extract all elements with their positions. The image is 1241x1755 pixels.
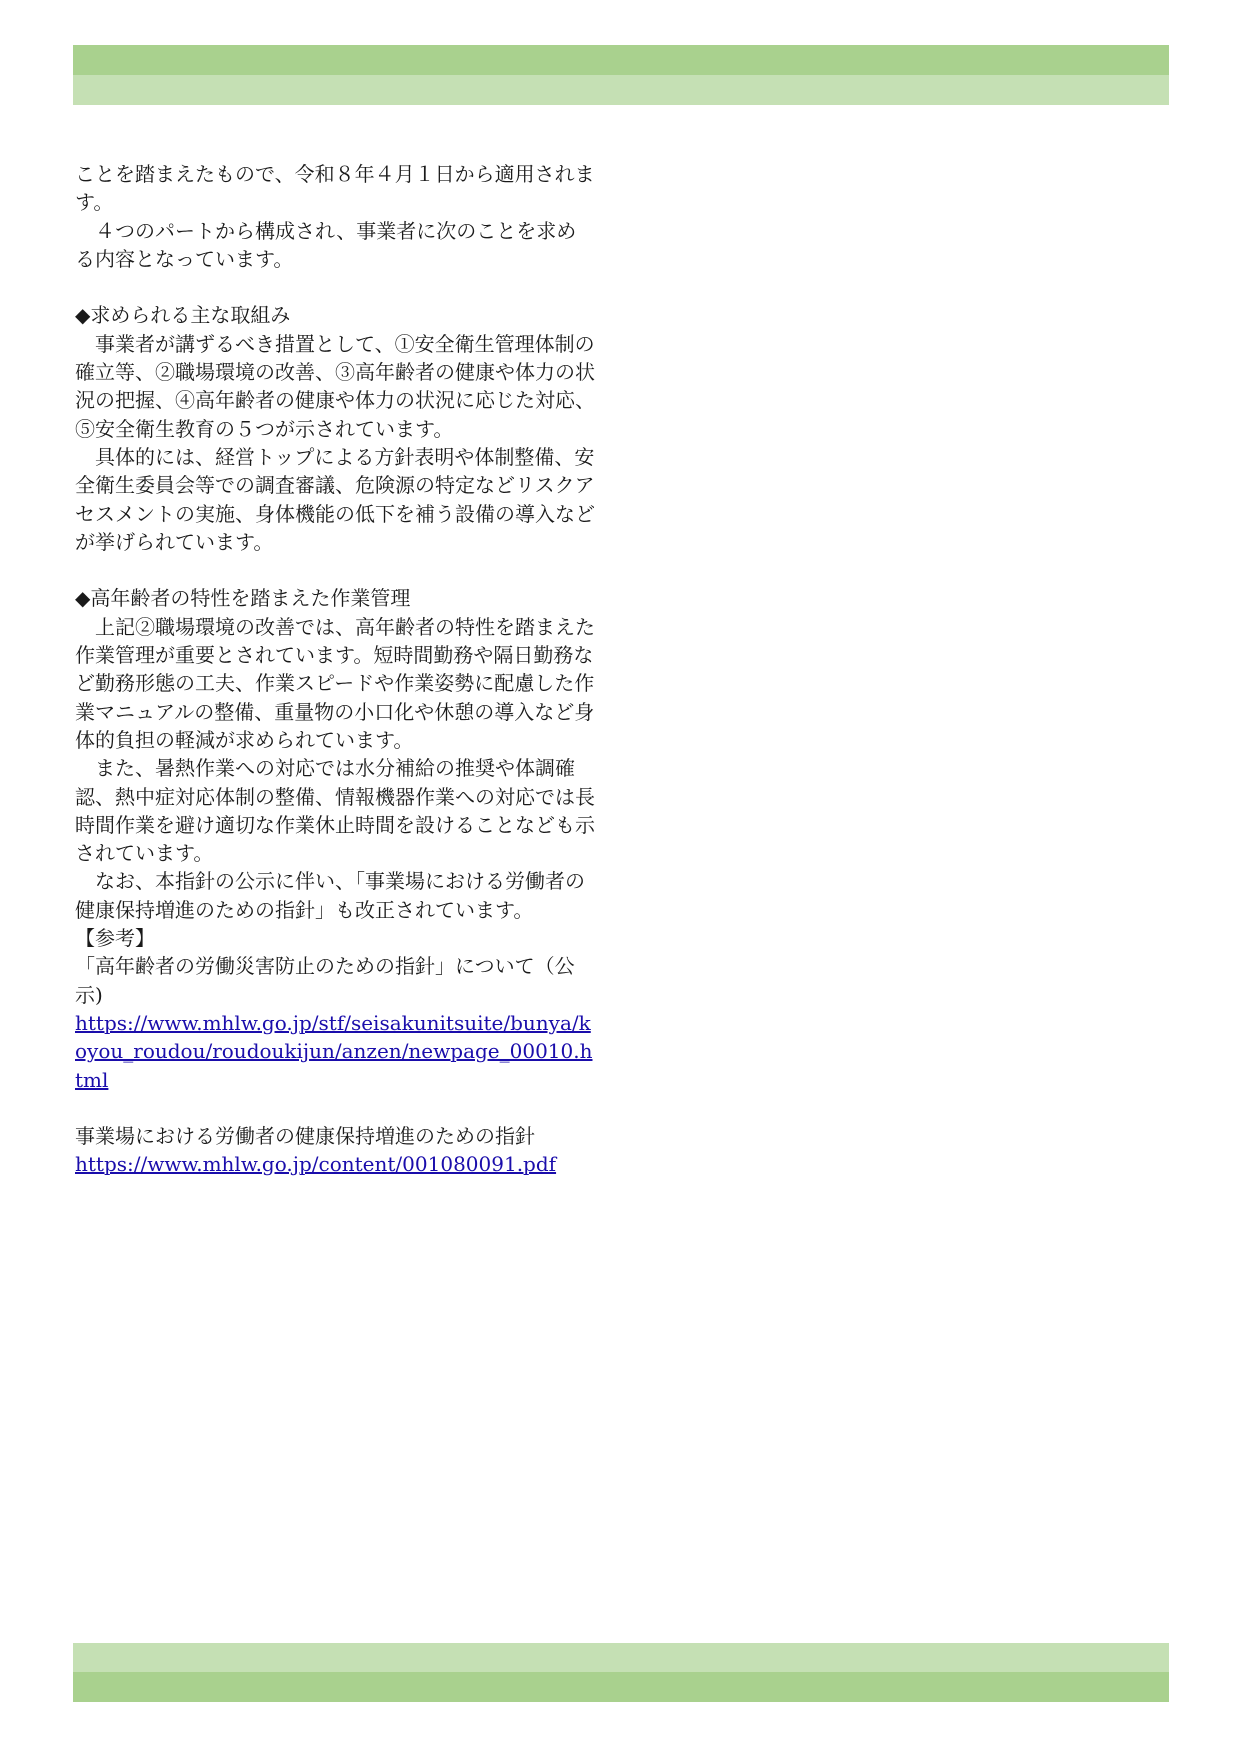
footer-band-dark	[73, 1672, 1169, 1702]
footer-band-light	[73, 1643, 1169, 1672]
spacer	[75, 556, 595, 584]
reference-label: 【参考】	[75, 926, 155, 951]
article-body	[75, 160, 595, 1179]
reference-link-1[interactable]: https://www.mhlw.go.jp/stf/seisakunitsuite/bunya/koyou_roudou/roudoukijun/anzen/newpage_00010.html	[75, 1010, 593, 1092]
reference-link-2[interactable]: https://www.mhlw.go.jp/content/001080091.pdf	[75, 1152, 557, 1177]
paragraph-examples: 具体的には、経営トップによる方針表明や体制整備、安全衛生委員会等での調査審議、危険源の特定などリスクアセスメントの実施、身体機能の低下を補う設備の導入などが挙げられています。	[75, 444, 595, 554]
paragraph-heat-work: また、暑熱作業への対応では水分補給の推奨や体調確認、熱中症対応体制の整備、情報機器作業への対応では長時間作業を避け適切な作業休止時間を設けることなども示されています。	[75, 756, 595, 866]
paragraph-intro: ことを踏まえたもので、令和８年４月１日から適用されます。	[75, 162, 595, 215]
header-band-dark	[73, 45, 1169, 75]
section-heading-measures: ◆求められる主な取組み	[75, 303, 291, 328]
spacer	[75, 273, 595, 301]
spacer	[75, 1094, 595, 1122]
reference-title-1: 「高年齢者の労働災害防止のための指針」について（公示)	[75, 954, 575, 1007]
paragraph-work-management: 上記②職場環境の改善では、高年齢者の特性を踏まえた作業管理が重要とされています。短時間勤務や隔日勤務など勤務形態の工夫、作業スピードや作業姿勢に配慮した作業マニュアルの整備、重量物の小口化や休憩の導入など身体的負担の軽減が求められています。	[75, 614, 595, 752]
paragraph-revision: なお、本指針の公示に伴い、「事業場における労働者の健康保持増進のための指針」も改正されています。	[75, 869, 585, 922]
paragraph-structure: ４つのパートから構成され、事業者に次のことを求める内容となっています。	[75, 218, 577, 271]
header-band-light	[73, 75, 1169, 105]
section-heading-work-management: ◆高年齢者の特性を踏まえた作業管理	[75, 586, 411, 611]
reference-title-2: 事業場における労働者の健康保持増進のための指針	[75, 1124, 535, 1149]
paragraph-measures: 事業者が講ずるべき措置として、①安全衛生管理体制の確立等、②職場環境の改善、③高年齢者の健康や体力の状況の把握、④高年齢者の健康や体力の状況に応じた対応、⑤安全衛生教育の５つが示されています。	[75, 331, 595, 441]
